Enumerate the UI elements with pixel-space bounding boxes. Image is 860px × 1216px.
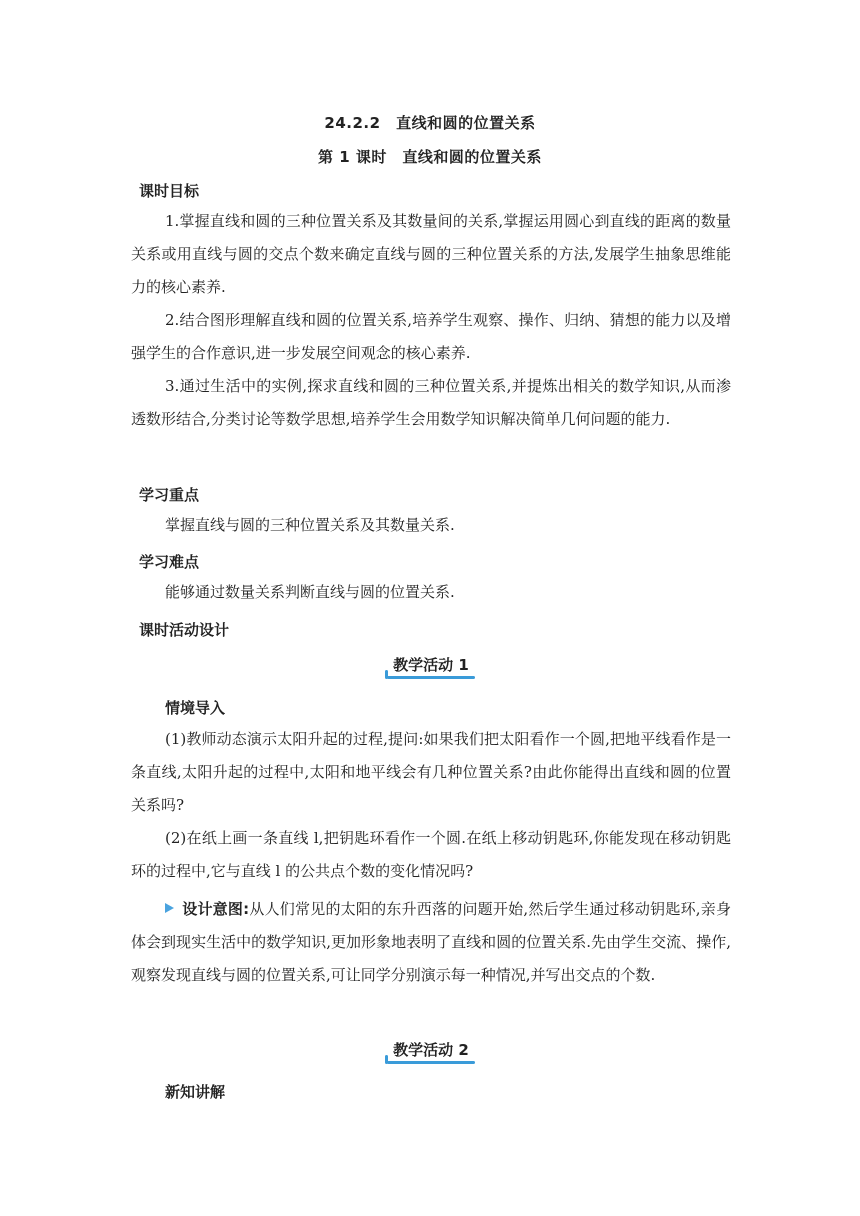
objective-item-1: 1.掌握直线和圆的三种位置关系及其数量间的关系,掌握运用圆心到直线的距离的数量关系或用直线与圆的交点个数来确定直线与圆的三种位置关系的方法,发展学生抽象思维能力的核心素养. — [131, 212, 731, 296]
lesson-subtitle: 第 1 课时 直线和圆的位置关系 — [318, 148, 542, 166]
objective-item-2: 2.结合图形理解直线和圆的位置关系,培养学生观察、操作、归纳、猜想的能力以及增强学生的合作意识,进一步发展空间观念的核心素养. — [131, 311, 731, 362]
activity-2-banner — [0, 1039, 860, 1064]
key-points-text: 掌握直线与圆的三种位置关系及其数量关系. — [165, 516, 455, 534]
activity-2-section-heading: 新知讲解 — [165, 1083, 226, 1101]
difficulties-heading: 学习难点 — [139, 553, 200, 571]
objective-item-3: 3.通过生活中的实例,探求直线和圆的三种位置关系,并提炼出相关的数学知识,从而渗透数形结合,分类讨论等数学思想,培养学生会用数学知识解决简单几何问题的能力. — [131, 377, 731, 428]
design-intent-label: 设计意图: — [182, 900, 250, 918]
activity-1-paragraph-2: (2)在纸上画一条直线 l,把钥匙环看作一个圆.在纸上移动钥匙环,你能发现在移动钥匙环的过程中,它与直线 l 的公共点个数的变化情况吗? — [131, 829, 731, 880]
design-intent — [131, 893, 731, 992]
design-heading: 课时活动设计 — [139, 621, 230, 639]
activity-1-section-heading: 情境导入 — [165, 699, 226, 717]
section-title: 24.2.2 直线和圆的位置关系 — [324, 114, 536, 132]
design-intent-text: 从人们常见的太阳的东升西落的问题开始,然后学生通过移动钥匙环,亲身体会到现实生活中的数学知识,更加形象地表明了直线和圆的位置关系.先由学生交流、操作,观察发现直线与圆的位置关系,可让同学分别演示每一种情况,并写出交点的个数. — [131, 900, 732, 984]
triangle-bullet-icon — [165, 903, 174, 913]
activity-2-label: 教学活动 2 — [385, 1039, 475, 1064]
activity-1-paragraph-1: (1)教师动态演示太阳升起的过程,提问:如果我们把太阳看作一个圆,把地平线看作是一条直线,太阳升起的过程中,太阳和地平线会有几种位置关系?由此你能得出直线和圆的位置关系吗? — [131, 730, 731, 814]
key-points-heading: 学习重点 — [139, 486, 200, 504]
difficulties-text: 能够通过数量关系判断直线与圆的位置关系. — [165, 583, 455, 601]
objectives-heading: 课时目标 — [139, 182, 200, 200]
activity-1-label: 教学活动 1 — [385, 654, 475, 679]
activity-1-banner — [0, 654, 860, 679]
